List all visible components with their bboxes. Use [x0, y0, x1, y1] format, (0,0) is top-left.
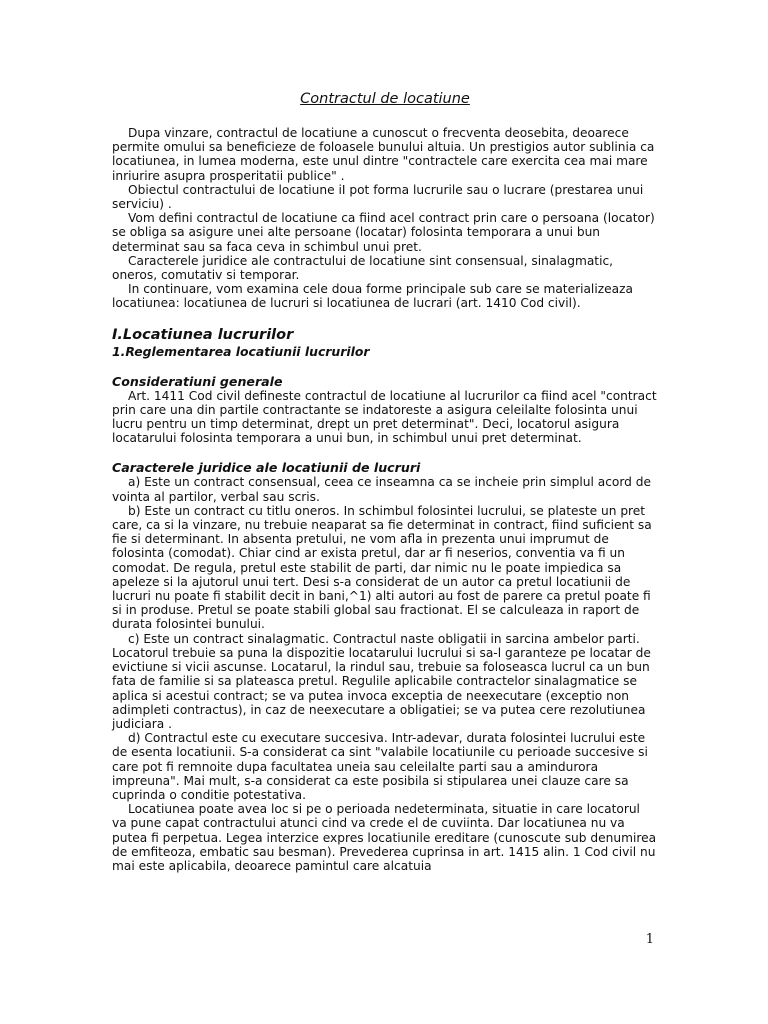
- considerations-heading: Consideratiuni generale: [112, 373, 283, 389]
- document-body: [112, 90, 658, 873]
- page-number: 1: [645, 932, 654, 947]
- intro-paragraph: Caracterele juridice ale contractului de locatiune sint consensual, sinalagmatic, oneros, comutativ si temporar.: [112, 253, 614, 283]
- characteristics-paragraph: b) Este un contract cu titlu oneros. In schimbul folosintei lucrului, se plateste un pret care, ca si la vinzare, nu trebuie neaparat sa fie determinat in contract, fiind suficient sa fie si determinant. In absenta pretului, ne vom afla in prezenta unui imprumut de folosinta (comodat). Chiar cind ar exista pretul, dar ar fi neserios, conventia va fi un comodat. De regula, pretul este stabilit de parti, dar nimic nu le poate impiedica sa apeleze si la ajutorul unui tert. Desi s-a considerat de un autor ca pretul locatiunii de lucruri nu poate fi stabilit decit in bani,^1) alti autori au fost de parere ca pretul poate fi si in produse. Pretul se poate stabili global sau fractionat. El se calculeaza in raport de durata folosintei bunului.: [112, 503, 652, 632]
- intro-paragraph: In continuare, vom examina cele doua forme principale sub care se materializeaza locatiunea: locatiunea de lucruri si locatiunea de lucrari (art. 1410 Cod civil).: [112, 282, 633, 311]
- intro-paragraph: Vom defini contractul de locatiune ca fiind acel contract prin care o persoana (locator) se obliga sa asigure unei alte persoane (locatar) folosinta temporara a unui bun determinat sau sa faca ceva in schimbul unui pret.: [112, 211, 655, 254]
- document-title: Contractul de locatiune: [300, 91, 470, 107]
- section-heading: I.Locatiunea lucrurilor: [112, 326, 294, 343]
- characteristics-paragraph: c) Este un contract sinalagmatic. Contractul naste obligatii in sarcina ambelor parti. Locatorul trebuie sa puna la dispozitie locatarului lucrului si sa-l garanteze pe locatar de evictiune si vicii ascunse. Locatarul, la rindul sau, trebuie sa foloseasca lucrul ca un bun fata de familie si sa plateasca pretul. Regulile aplicabile contractelor sinalagmatice se aplica si acestui contract; se va putea invoca exceptia de neexecutare (exceptio non adimpleti contractus), in caz de neexecutare a obligatiei; se va putea cere rezolutiunea judiciara .: [112, 631, 651, 731]
- characteristics-heading: Caracterele juridice ale locatiunii de lucruri: [112, 460, 421, 476]
- characteristics-paragraph: Locatiunea poate avea loc si pe o perioada nedeterminata, situatie in care locatorul va pune capat contractului atunci cind va crede el de cuviinta. Dar locatiunea nu va putea fi perpetua. Legea interzice expres locatiunile ereditare (cunoscute sub denumirea de emfiteoza, embatic sau besman). Prevederea cuprinsa in art. 1415 alin. 1 Cod civil nu mai este aplicabila, deoarece pamintul care alcatuia: [112, 802, 657, 873]
- intro-paragraph: Dupa vinzare, contractul de locatiune a cunoscut o frecventa deosebita, deoarece permite omului sa beneficieze de foloasele bunului altuia. Un prestigios autor sublinia ca locatiunea, in lumea moderna, este unul dintre "contractele care exercita cea mai mare inriurire asupra prosperitatii publice" .: [112, 126, 655, 183]
- characteristics-paragraph: d) Contractul este cu executare succesiva. Intr-adevar, durata folosintei lucrului este de esenta locatiunii. S-a considerat ca sint "valabile locatiunile cu perioade succesive si care pot fi remnoite dupa facultatea uneia sau celeilalte parti sau a amindurora impreuna". Mai mult, s-a considerat ca este posibila si stipularea unei clauze care sa cuprinda o conditie potestativa.: [112, 731, 648, 802]
- intro-paragraph: Obiectul contractului de locatiune iI pot forma lucrurile sau o lucrare (prestarea unui serviciu) .: [112, 182, 644, 212]
- subsection-heading: 1.Reglementarea locatiunii lucrurilor: [112, 343, 370, 359]
- considerations-paragraph: Art. 1411 Cod civil defineste contractul de locatiune al lucrurilor ca fiind acel "contract prin care una din partile contractante se indatoreste a asigura celeilalte folosinta unui lucru pentru un timp determinat, drept un pret determinat". Deci, locatorul asigura locatarului folosinta temporara a unui bun, in schimbul unui pret determinat.: [112, 388, 657, 446]
- characteristics-paragraph: a) Este un contract consensual, ceea ce inseamna ca se incheie prin simplul acord de vointa al partilor, verbal sau scris.: [112, 475, 651, 504]
